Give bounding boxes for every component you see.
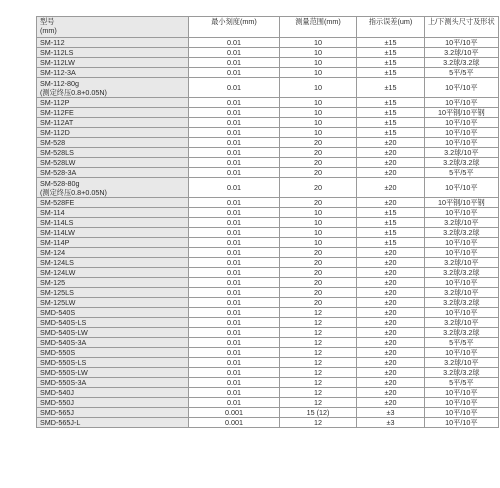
table-row	[37, 268, 499, 278]
cell-model: SM-112FE	[37, 108, 189, 118]
cell-range: 20	[280, 148, 357, 158]
cell-model: SM-125LS	[37, 288, 189, 298]
cell-min-graduation: 0.01	[189, 218, 280, 228]
cell-range: 15 (12)	[280, 408, 357, 418]
cell-range: 12	[280, 328, 357, 338]
cell-model: SM-112LW	[37, 58, 189, 68]
cell-range: 20	[280, 298, 357, 308]
table-row	[37, 38, 499, 48]
cell-tips: 5平/5平	[425, 378, 499, 388]
cell-tips: 10平/10平	[425, 78, 499, 98]
cell-min-graduation: 0.01	[189, 248, 280, 258]
cell-range: 10	[280, 228, 357, 238]
cell-min-graduation: 0.01	[189, 48, 280, 58]
cell-range: 10	[280, 118, 357, 128]
header-error: 指示误差(um)	[357, 17, 425, 38]
cell-error: ±20	[357, 338, 425, 348]
cell-tips: 5平/5平	[425, 68, 499, 78]
table-row	[37, 408, 499, 418]
cell-min-graduation: 0.01	[189, 128, 280, 138]
cell-range: 10	[280, 108, 357, 118]
header-model: 型号 (mm)	[37, 17, 189, 38]
cell-range: 12	[280, 338, 357, 348]
cell-min-graduation: 0.01	[189, 308, 280, 318]
table-row	[37, 328, 499, 338]
cell-model: SM-124LW	[37, 268, 189, 278]
cell-model: SM-528-3A	[37, 168, 189, 178]
cell-range: 12	[280, 388, 357, 398]
cell-min-graduation: 0.01	[189, 168, 280, 178]
cell-model: SMD-540S-LW	[37, 328, 189, 338]
cell-min-graduation: 0.001	[189, 418, 280, 428]
cell-error: ±20	[357, 278, 425, 288]
cell-range: 10	[280, 58, 357, 68]
cell-min-graduation: 0.01	[189, 78, 280, 98]
table-row	[37, 108, 499, 118]
table-row	[37, 248, 499, 258]
cell-tips: 10平/10平	[425, 408, 499, 418]
cell-model: SM-528FE	[37, 198, 189, 208]
cell-range: 12	[280, 308, 357, 318]
cell-model: SM-112	[37, 38, 189, 48]
cell-model: SMD-540S-3A	[37, 338, 189, 348]
table-header-row	[37, 17, 499, 38]
table-row	[37, 308, 499, 318]
cell-tips: 3.2球/10平	[425, 258, 499, 268]
cell-model: SM-114P	[37, 238, 189, 248]
cell-range: 20	[280, 138, 357, 148]
table-row	[37, 168, 499, 178]
table-body	[37, 38, 499, 428]
cell-min-graduation: 0.01	[189, 58, 280, 68]
header-tips: 上/下测头尺寸及形状	[425, 17, 499, 38]
cell-tips: 3.2球/10平	[425, 318, 499, 328]
cell-error: ±15	[357, 98, 425, 108]
cell-min-graduation: 0.01	[189, 108, 280, 118]
cell-model: SM-124	[37, 248, 189, 258]
table-row	[37, 318, 499, 328]
cell-model: SM-114LW	[37, 228, 189, 238]
table-row	[37, 278, 499, 288]
spec-table-container	[36, 16, 499, 428]
cell-error: ±15	[357, 238, 425, 248]
cell-range: 10	[280, 68, 357, 78]
cell-error: ±20	[357, 258, 425, 268]
cell-min-graduation: 0.01	[189, 198, 280, 208]
cell-error: ±20	[357, 168, 425, 178]
cell-range: 10	[280, 208, 357, 218]
cell-min-graduation: 0.01	[189, 178, 280, 198]
table-row	[37, 298, 499, 308]
cell-range: 10	[280, 238, 357, 248]
cell-error: ±15	[357, 38, 425, 48]
cell-min-graduation: 0.01	[189, 238, 280, 248]
cell-error: ±15	[357, 228, 425, 238]
cell-error: ±20	[357, 368, 425, 378]
cell-error: ±20	[357, 348, 425, 358]
cell-error: ±20	[357, 178, 425, 198]
cell-min-graduation: 0.01	[189, 388, 280, 398]
table-row	[37, 48, 499, 58]
cell-model: SM-528	[37, 138, 189, 148]
cell-tips: 5平/5平	[425, 338, 499, 348]
cell-tips: 3.2球/3.2球	[425, 268, 499, 278]
table-row	[37, 288, 499, 298]
cell-min-graduation: 0.01	[189, 98, 280, 108]
cell-error: ±20	[357, 298, 425, 308]
cell-min-graduation: 0.001	[189, 408, 280, 418]
cell-range: 10	[280, 98, 357, 108]
cell-model: SM-112P	[37, 98, 189, 108]
cell-error: ±20	[357, 398, 425, 408]
cell-tips: 10平/10平	[425, 98, 499, 108]
cell-model: SM-112-80g (测定终压0.8+0.05N)	[37, 78, 189, 98]
cell-min-graduation: 0.01	[189, 118, 280, 128]
cell-error: ±20	[357, 318, 425, 328]
cell-model: SM-114	[37, 208, 189, 218]
cell-tips: 10平/10平	[425, 418, 499, 428]
cell-error: ±20	[357, 358, 425, 368]
cell-error: ±15	[357, 128, 425, 138]
cell-range: 10	[280, 128, 357, 138]
cell-model: SM-125	[37, 278, 189, 288]
cell-min-graduation: 0.01	[189, 318, 280, 328]
table-row	[37, 138, 499, 148]
table-row	[37, 78, 499, 98]
cell-error: ±15	[357, 108, 425, 118]
cell-min-graduation: 0.01	[189, 278, 280, 288]
cell-tips: 3.2球/3.2球	[425, 158, 499, 168]
cell-min-graduation: 0.01	[189, 228, 280, 238]
table-row	[37, 218, 499, 228]
table-row	[37, 118, 499, 128]
cell-model: SMD-565J-L	[37, 418, 189, 428]
cell-tips: 3.2球/10平	[425, 358, 499, 368]
cell-tips: 10平/10平	[425, 38, 499, 48]
cell-range: 20	[280, 288, 357, 298]
cell-tips: 10平/10平	[425, 208, 499, 218]
cell-min-graduation: 0.01	[189, 268, 280, 278]
table-row	[37, 348, 499, 358]
cell-error: ±20	[357, 288, 425, 298]
cell-range: 12	[280, 378, 357, 388]
cell-range: 10	[280, 48, 357, 58]
cell-range: 12	[280, 348, 357, 358]
cell-error: ±20	[357, 148, 425, 158]
cell-range: 10	[280, 218, 357, 228]
cell-model: SM-114LS	[37, 218, 189, 228]
cell-tips: 10平/10平	[425, 398, 499, 408]
cell-error: ±15	[357, 118, 425, 128]
table-row	[37, 418, 499, 428]
cell-model: SMD-540S-LS	[37, 318, 189, 328]
cell-range: 12	[280, 418, 357, 428]
table-row	[37, 158, 499, 168]
cell-model: SMD-550S-LS	[37, 358, 189, 368]
cell-model: SMD-540J	[37, 388, 189, 398]
cell-error: ±20	[357, 138, 425, 148]
cell-min-graduation: 0.01	[189, 348, 280, 358]
cell-min-graduation: 0.01	[189, 288, 280, 298]
spec-table	[36, 16, 499, 428]
table-row	[37, 388, 499, 398]
cell-tips: 10平钢/10平钢	[425, 198, 499, 208]
cell-range: 20	[280, 178, 357, 198]
header-range: 测量范围(mm)	[280, 17, 357, 38]
cell-error: ±15	[357, 208, 425, 218]
cell-min-graduation: 0.01	[189, 368, 280, 378]
cell-min-graduation: 0.01	[189, 298, 280, 308]
cell-model: SM-528-80g (测定终压0.8+0.05N)	[37, 178, 189, 198]
cell-min-graduation: 0.01	[189, 148, 280, 158]
cell-min-graduation: 0.01	[189, 208, 280, 218]
cell-tips: 3.2球/3.2球	[425, 298, 499, 308]
cell-tips: 10平/10平	[425, 308, 499, 318]
cell-min-graduation: 0.01	[189, 68, 280, 78]
cell-range: 12	[280, 318, 357, 328]
cell-range: 20	[280, 278, 357, 288]
cell-tips: 10平/10平	[425, 248, 499, 258]
cell-model: SMD-550S-LW	[37, 368, 189, 378]
table-row	[37, 98, 499, 108]
cell-tips: 3.2球/3.2球	[425, 328, 499, 338]
cell-range: 20	[280, 268, 357, 278]
cell-error: ±20	[357, 248, 425, 258]
cell-model: SMD-565J	[37, 408, 189, 418]
cell-min-graduation: 0.01	[189, 38, 280, 48]
table-row	[37, 378, 499, 388]
cell-error: ±15	[357, 58, 425, 68]
cell-model: SM-112LS	[37, 48, 189, 58]
cell-error: ±3	[357, 418, 425, 428]
cell-model: SM-112AT	[37, 118, 189, 128]
cell-model: SM-528LS	[37, 148, 189, 158]
cell-range: 12	[280, 398, 357, 408]
table-row	[37, 198, 499, 208]
cell-min-graduation: 0.01	[189, 358, 280, 368]
cell-tips: 3.2球/3.2球	[425, 58, 499, 68]
cell-model: SMD-550S-3A	[37, 378, 189, 388]
cell-tips: 10平/10平	[425, 278, 499, 288]
cell-error: ±20	[357, 328, 425, 338]
cell-error: ±20	[357, 388, 425, 398]
cell-model: SM-112-3A	[37, 68, 189, 78]
table-row	[37, 128, 499, 138]
cell-min-graduation: 0.01	[189, 328, 280, 338]
cell-error: ±15	[357, 48, 425, 58]
cell-tips: 3.2球/10平	[425, 218, 499, 228]
cell-error: ±20	[357, 268, 425, 278]
cell-tips: 10平/10平	[425, 138, 499, 148]
table-row	[37, 338, 499, 348]
cell-model: SM-112D	[37, 128, 189, 138]
cell-tips: 10平钢/10平钢	[425, 108, 499, 118]
cell-range: 10	[280, 78, 357, 98]
cell-min-graduation: 0.01	[189, 158, 280, 168]
cell-error: ±15	[357, 68, 425, 78]
cell-range: 20	[280, 158, 357, 168]
cell-min-graduation: 0.01	[189, 378, 280, 388]
cell-min-graduation: 0.01	[189, 138, 280, 148]
cell-model: SMD-550S	[37, 348, 189, 358]
table-row	[37, 148, 499, 158]
cell-tips: 10平/10平	[425, 178, 499, 198]
cell-range: 12	[280, 368, 357, 378]
table-row	[37, 398, 499, 408]
cell-error: ±20	[357, 158, 425, 168]
cell-error: ±20	[357, 378, 425, 388]
cell-min-graduation: 0.01	[189, 338, 280, 348]
cell-tips: 10平/10平	[425, 118, 499, 128]
cell-range: 20	[280, 168, 357, 178]
cell-tips: 3.2球/10平	[425, 288, 499, 298]
cell-error: ±20	[357, 198, 425, 208]
cell-error: ±20	[357, 308, 425, 318]
table-row	[37, 238, 499, 248]
cell-tips: 10平/10平	[425, 348, 499, 358]
cell-range: 20	[280, 248, 357, 258]
cell-tips: 3.2球/10平	[425, 48, 499, 58]
cell-tips: 3.2球/10平	[425, 148, 499, 158]
table-row	[37, 358, 499, 368]
cell-range: 12	[280, 358, 357, 368]
cell-model: SM-528LW	[37, 158, 189, 168]
cell-range: 20	[280, 198, 357, 208]
cell-tips: 10平/10平	[425, 388, 499, 398]
table-row	[37, 368, 499, 378]
header-min-graduation: 最小刻度(mm)	[189, 17, 280, 38]
table-row	[37, 208, 499, 218]
cell-tips: 10平/10平	[425, 128, 499, 138]
cell-model: SM-124LS	[37, 258, 189, 268]
cell-range: 10	[280, 38, 357, 48]
cell-model: SMD-540S	[37, 308, 189, 318]
cell-tips: 3.2球/3.2球	[425, 228, 499, 238]
table-row	[37, 258, 499, 268]
table-row	[37, 58, 499, 68]
table-row	[37, 228, 499, 238]
cell-model: SM-125LW	[37, 298, 189, 308]
table-row	[37, 178, 499, 198]
cell-tips: 10平/10平	[425, 238, 499, 248]
cell-min-graduation: 0.01	[189, 398, 280, 408]
table-row	[37, 68, 499, 78]
cell-error: ±3	[357, 408, 425, 418]
cell-model: SMD-550J	[37, 398, 189, 408]
cell-tips: 3.2球/3.2球	[425, 368, 499, 378]
cell-min-graduation: 0.01	[189, 258, 280, 268]
cell-tips: 5平/5平	[425, 168, 499, 178]
cell-error: ±15	[357, 78, 425, 98]
cell-error: ±15	[357, 218, 425, 228]
cell-range: 20	[280, 258, 357, 268]
